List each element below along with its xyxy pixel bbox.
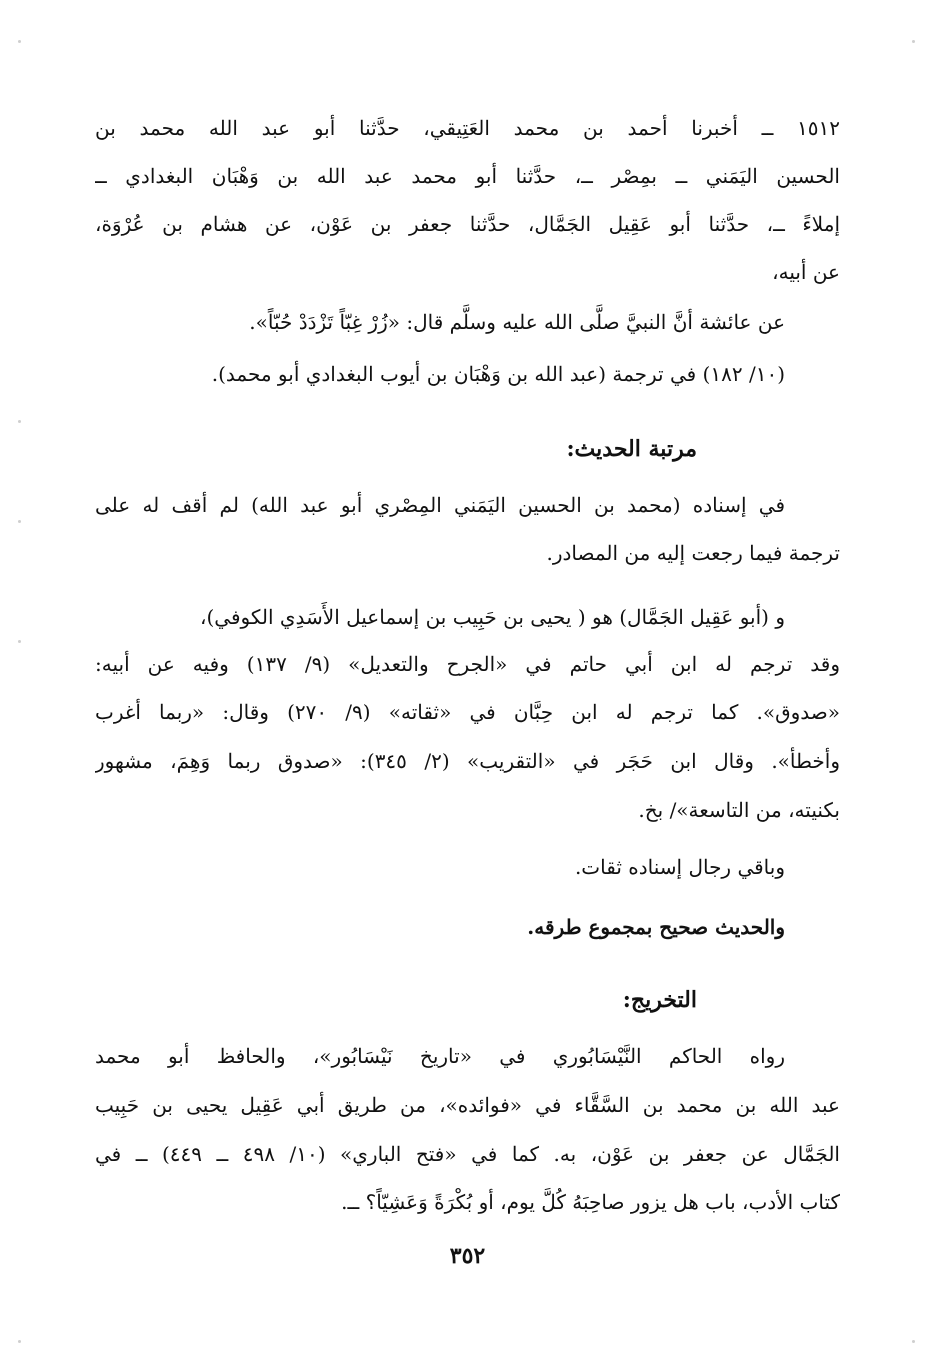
scan-mark [912, 1340, 915, 1343]
page-number: ٣٥٢ [449, 1243, 486, 1269]
grading-para1-line-2: ترجمة فيما رجعت إليه من المصادر. [546, 541, 840, 565]
scan-mark [18, 640, 21, 643]
takhrij-heading: التخريج: [622, 987, 697, 1013]
scan-mark [18, 420, 21, 423]
hadith-line-1: ١٥١٢ ــ أخبرنا أحمد بن محمد العَتِيقي، حدَّثنا أبو عبد الله محمد بن [95, 116, 840, 140]
scan-mark [18, 40, 21, 43]
grading-para2-line-1: و (أبو عَقِيل الجَمَّال) هو ( يحيى بن حَبِيب بن إسماعيل الأَسَدِي الكوفي)، [200, 605, 785, 629]
hadith-matn: عن عائشة أنَّ النبيَّ صلَّى الله عليه وسلَّم قال: «زُرْ غِبّاً تَزْدَدْ حُبّاً». [249, 310, 785, 334]
takhrij-line-1: رواه الحاكم النَّيْسَابُوري في «تاريخ نَيْسَابُور»، والحافظ أبو محمد [95, 1044, 785, 1068]
grading-para3: وباقي رجال إسناده ثقات. [574, 855, 785, 879]
scan-mark [18, 520, 21, 523]
grading-para2-line-3: «صدوق». كما ترجم له ابن حِبَّان في «ثقاته» (٩/ ٢٧٠) وقال: «ربما أغرب [95, 700, 840, 724]
grading-conclusion: والحديث صحيح بمجموع طرقه. [527, 915, 785, 939]
hadith-line-4: عن أبيه، [772, 260, 840, 284]
grading-para2-line-2: وقد ترجم له ابن أبي حاتم في «الجرح والتعديل» (٩/ ١٣٧) وفيه عن أبيه: [95, 652, 840, 676]
grading-heading: مرتبة الحديث: [566, 436, 697, 462]
hadith-line-2: الحسين اليَمَني ــ بمِصْر ــ، حدَّثنا أبو محمد عبد الله بن وَهْبَان البغدادي ــ [95, 164, 840, 188]
scan-mark [18, 1340, 21, 1343]
takhrij-line-4: كتاب الأدب، باب هل يزور صاحِبَهُ كُلَّ يوم، أو بُكْرَةً وَعَشِيّاً؟ ــ. [341, 1190, 840, 1214]
grading-para2-line-5: بكنيته، من التاسعة»/ بخ. [638, 798, 840, 822]
grading-para1-line-1: في إسناده (محمد بن الحسين اليَمَني المِصْري أبو عبد الله) لم أقف له على [95, 493, 785, 517]
scan-mark [912, 40, 915, 43]
hadith-source-reference: (١٠/ ١٨٢) في ترجمة (عبد الله بن وَهْبَان بن أيوب البغدادي أبو محمد). [211, 362, 785, 386]
hadith-line-3: إملاءً ــ، حدَّثنا أبو عَقِيل الجَمَّال، حدَّثنا جعفر بن عَوْن، عن هشام بن عُرْوَة، [95, 212, 840, 236]
grading-para2-line-4: وأخطأ». وقال ابن حَجَر في «التقريب» (٢/ ٣٤٥): «صدوق ربما وَهِمَ، مشهور [95, 749, 840, 773]
takhrij-line-2: عبد الله بن محمد بن السَّقَّاء في «فوائده»، من طريق أبي عَقِيل يحيى بن حَبِيب [95, 1093, 840, 1117]
takhrij-line-3: الجَمَّال عن جعفر بن عَوْن، به. كما في «فتح الباري» (١٠/ ٤٩٨ ــ ٤٤٩) ــ في [95, 1142, 840, 1166]
